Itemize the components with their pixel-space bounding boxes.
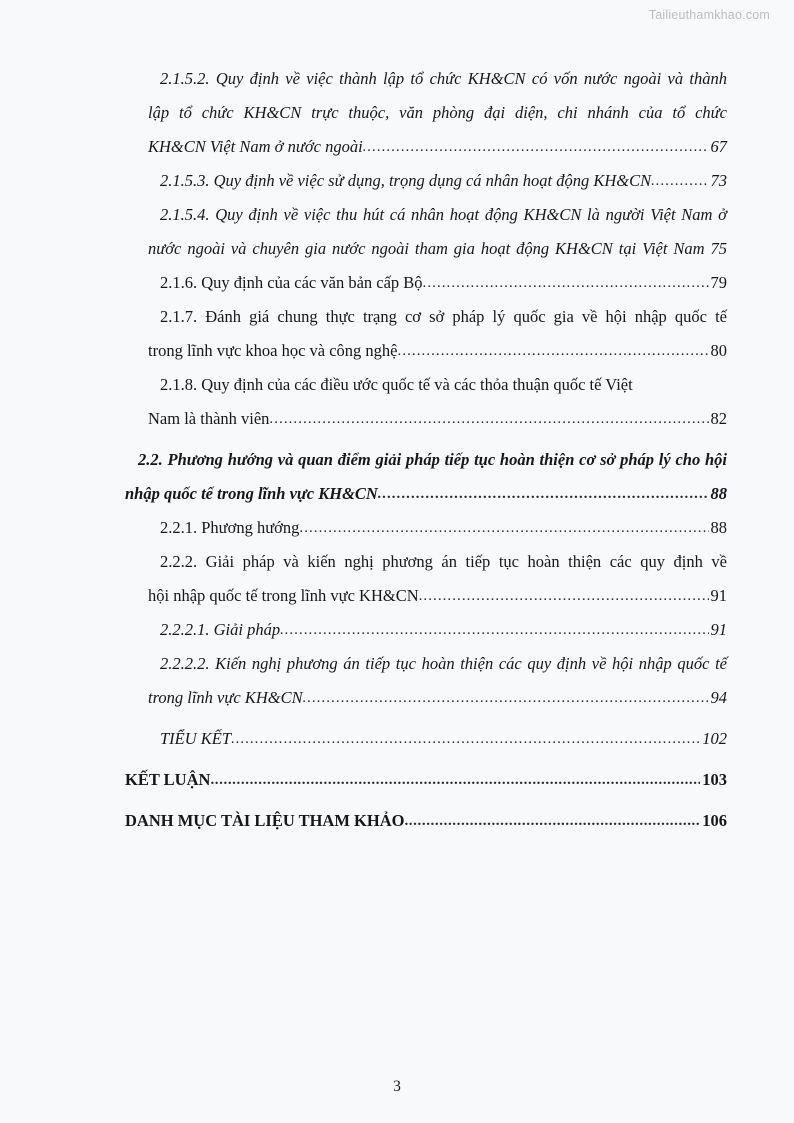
page-number-footer: 3	[393, 1078, 401, 1095]
dot-leader	[398, 334, 709, 368]
toc-line-with-leader	[0, 613, 794, 647]
toc-entry-title: trong lĩnh vực KH&CN	[148, 688, 303, 707]
toc-line-with-leader	[0, 579, 794, 613]
toc-entry-title: hội nhập quốc tế trong lĩnh vực KH&CN	[148, 586, 419, 605]
toc-entry-tieu-ket[interactable]	[0, 722, 794, 756]
toc-entry-title: DANH MỤC TÀI LIỆU THAM KHẢO	[125, 811, 405, 830]
toc-entry-2-1-6[interactable]	[0, 266, 794, 300]
toc-entry-2-1-5-3[interactable]	[0, 164, 794, 198]
toc-entry-ket-luan[interactable]	[0, 763, 794, 797]
toc-page-number: 88	[710, 518, 727, 537]
toc-line: 2.1.7. Đánh giá chung thực trạng cơ sở pháp lý quốc gia về hội nhập quốc tế	[160, 307, 727, 326]
toc-entry-title: nhập quốc tế trong lĩnh vực KH&CN	[125, 484, 378, 503]
dot-leader	[231, 722, 700, 756]
dot-leader	[423, 266, 709, 300]
toc-line: 2.2.2.2. Kiến nghị phương án tiếp tục hoàn thiện các quy định về hội nhập quốc tế	[160, 654, 727, 673]
toc-entry-title: 2.2.1. Phương hướng	[160, 518, 300, 537]
dot-leader	[404, 804, 700, 838]
toc-page-number: 73	[710, 171, 727, 190]
toc-page-number: 94	[710, 688, 727, 707]
toc-entry-2-1-7[interactable]	[0, 300, 794, 368]
toc-page-number: 91	[710, 586, 727, 605]
dot-leader	[280, 613, 708, 647]
dot-leader	[210, 763, 700, 797]
toc-entry-2-1-8[interactable]	[0, 368, 794, 436]
toc-entry-title: Nam là thành viên	[148, 409, 270, 428]
toc-line-with-leader	[0, 334, 794, 368]
toc-page-number: 82	[710, 409, 727, 428]
toc-page-number: 102	[702, 729, 727, 748]
toc-page-number: 67	[710, 137, 727, 156]
toc-line-with-leader	[0, 164, 794, 198]
dot-leader	[651, 164, 708, 198]
toc-line-with-leader	[0, 402, 794, 436]
toc-line-with-leader	[0, 722, 794, 756]
toc-line: lập tổ chức KH&CN trực thuộc, văn phòng đại diện, chi nhánh của tổ chức	[148, 103, 727, 122]
dot-leader	[378, 477, 709, 511]
toc-entry-title: trong lĩnh vực khoa học và công nghệ	[148, 341, 398, 360]
dot-leader	[299, 511, 708, 545]
dot-leader	[269, 402, 708, 436]
watermark-text: Tailieuthamkhao.com	[648, 8, 770, 22]
toc-entry-2-2-2[interactable]	[0, 545, 794, 613]
toc-entry-title: 2.1.5.3. Quy định về việc sử dụng, trọng dụng cá nhân hoạt động KH&CN	[160, 171, 652, 190]
toc-entry-title: 2.2.2.1. Giải pháp	[160, 620, 281, 639]
toc-entry-2-2-1[interactable]	[0, 511, 794, 545]
toc-line: 2.1.8. Quy định của các điều ước quốc tế và các thỏa thuận quốc tế Việt	[160, 375, 633, 394]
toc-line-with-leader	[0, 130, 794, 164]
toc-entry-title: TIỂU KẾT	[160, 729, 232, 748]
toc-entry-2-2[interactable]	[0, 443, 794, 511]
dot-leader	[303, 681, 709, 715]
toc-page-number: 88	[710, 484, 727, 503]
toc-entry-title: KẾT LUẬN	[125, 770, 211, 789]
toc-page-number: 103	[702, 770, 727, 789]
toc-line: 2.1.5.2. Quy định về việc thành lập tổ chức KH&CN có vốn nước ngoài và thành	[160, 69, 727, 88]
toc-page-number: 79	[710, 273, 727, 292]
toc-line-with-leader	[0, 266, 794, 300]
dot-leader	[419, 579, 709, 613]
toc-line-with-leader	[0, 477, 794, 511]
toc-page-number: 80	[710, 341, 727, 360]
dot-leader	[363, 130, 709, 164]
toc-entry-title: KH&CN Việt Nam ở nước ngoài	[148, 137, 363, 156]
toc-page-number: 106	[702, 811, 727, 830]
toc-entry-2-1-5-4[interactable]	[0, 198, 794, 266]
toc-line: 2.2. Phương hướng và quan điểm giải pháp tiếp tục hoàn thiện cơ sở pháp lý cho hội	[138, 450, 727, 469]
toc-line-with-leader	[0, 804, 794, 838]
toc-page-number: 91	[710, 620, 727, 639]
toc-line-with-page: nước ngoài và chuyên gia nước ngoài tham gia hoạt động KH&CN tại Việt Nam 75	[148, 239, 727, 258]
toc-line-with-leader	[0, 763, 794, 797]
toc-line: 2.1.5.4. Quy định về việc thu hút cá nhân hoạt động KH&CN là người Việt Nam ở	[160, 205, 727, 224]
toc-entry-2-2-2-1[interactable]	[0, 613, 794, 647]
toc-entry-2-2-2-2[interactable]	[0, 647, 794, 715]
toc-line-with-leader	[0, 511, 794, 545]
toc-entry-title: 2.1.6. Quy định của các văn bản cấp Bộ	[160, 273, 423, 292]
toc-line-with-leader	[0, 681, 794, 715]
toc-line: 2.2.2. Giải pháp và kiến nghị phương án tiếp tục hoàn thiện các quy định về	[160, 552, 727, 571]
toc-entry-danh-muc[interactable]	[0, 804, 794, 838]
toc-entry-2-1-5-2[interactable]	[0, 62, 794, 164]
table-of-contents	[0, 62, 794, 838]
